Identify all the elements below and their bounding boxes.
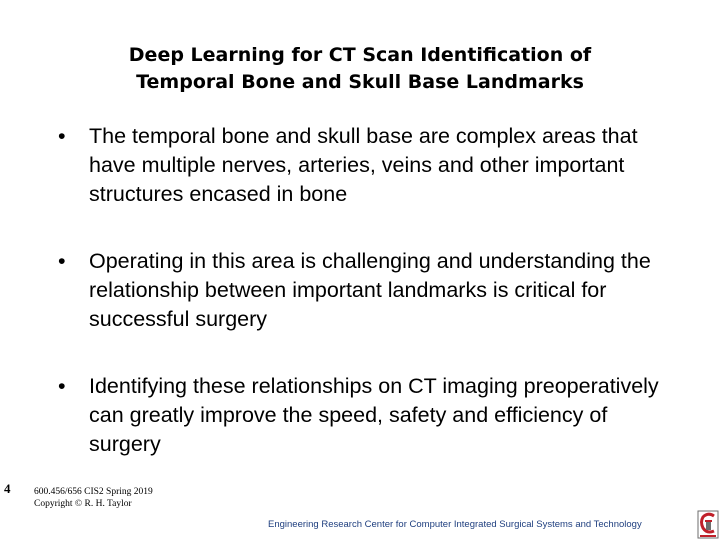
bullet-item [58,247,668,334]
bullet-dot: • [58,249,66,273]
slide-title [60,42,660,96]
page-number: 4 [4,481,11,496]
title-line-2: Temporal Bone and Skull Base Landmarks [136,71,584,93]
bullet-item [58,372,668,459]
erc-logo-icon [697,509,719,540]
footer-copyright: Copyright © R. H. Taylor [34,499,132,509]
bullet-dot: • [58,124,66,148]
footer-course-line: 600.456/656 CIS2 Spring 2019 [34,487,153,497]
bullet-text: Identifying these relationships on CT imaging preoperatively can greatly improve the speed, safety and efficiency of surgery [89,374,659,456]
bullet-dot: • [58,374,66,398]
footer-center-text: Engineering Research Center for Computer Integrated Surgical Systems and Technology [268,519,642,530]
bullet-text: Operating in this area is challenging and understanding the relationship between important landmarks is critical for successful surgery [89,249,651,331]
footer-course-info [34,486,153,510]
bullet-list [58,122,668,497]
bullet-item [58,122,668,209]
bullet-text: The temporal bone and skull base are complex areas that have multiple nerves, arteries, veins and other important structures encased in bone [89,124,638,206]
title-line-1: Deep Learning for CT Scan Identification of [128,44,592,66]
